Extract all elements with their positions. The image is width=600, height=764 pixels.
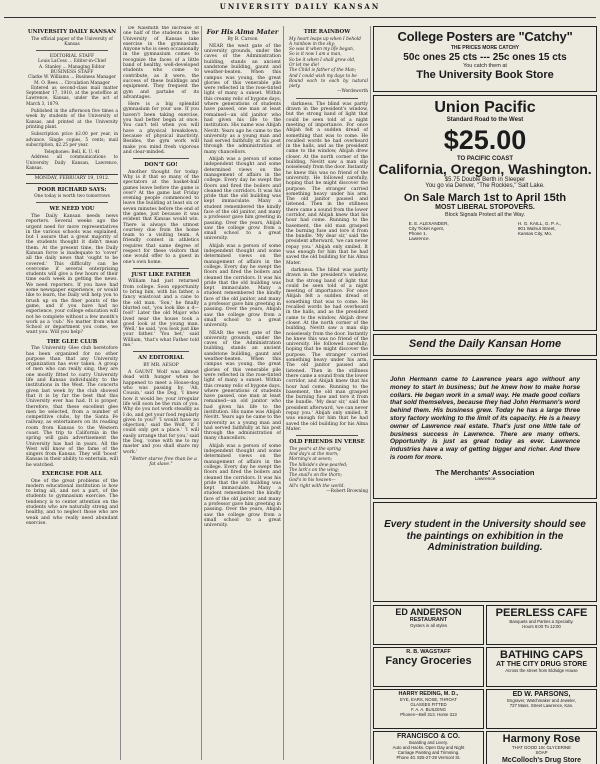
wagstaff-name: R. B. WAGSTAFF (406, 649, 451, 655)
we-need-you-heading: WE NEED YOU (49, 206, 95, 213)
agent-2-name: H. G. KAILL, G. P. A., (517, 221, 562, 226)
agent-1-city: Lawrence. (408, 236, 430, 241)
merchants-association-ad (373, 359, 597, 499)
college-posters-line: You catch them at (463, 63, 507, 69)
parsons-address: 727 Mass. Street Lawrence, Kan. (509, 703, 574, 708)
column-divider (120, 26, 121, 760)
college-posters-tag: THE PRICES MORE CATCHY (450, 45, 520, 51)
alma-mater-heading: For His Alma Mater (206, 28, 279, 36)
peerless-cafe-ad (486, 605, 597, 645)
small-ads-grid (373, 605, 597, 764)
wagstaff-fancy-groceries: Fancy Groceries (385, 655, 472, 667)
parsons-name: ED W. PARSONS, (512, 691, 571, 698)
divider (36, 202, 108, 203)
bathing-caps-ad (486, 647, 597, 687)
ed-anderson-restaurant: RESTAURANT (409, 617, 448, 623)
alma-mater-byline: By B. Carson (227, 36, 258, 42)
bathing-caps-title: BATHING CAPS (500, 649, 583, 661)
paper-subtitle: The official paper of the University of Kansas (31, 36, 113, 47)
editorial-quote: "Better starve free than be a fat slave." (130, 456, 197, 468)
merchants-city: Lawrence (474, 476, 496, 482)
story-continued-2: darkness. The blind was partly drawn in the president's window, but the strong band of light that could be seen told of a night meeting of importance. For once Abijah felt a sudden dread of something that was to come. He recalled words he had overheard in the halls, and as the president came to the window, Abijah drew closer. At the north corner of the building, Nevitt saw a man slip noiselessly from the door. Instantly he knew this was no friend of the university. He followed carefully, hoping that he might discover the purpose. The stranger carried something heavy under his arm. The old janitor paused and listened. Then in the stillness there came a sound from the lower corridor, and Abijah knew that his hour had come. Running to the basement, the old man grasped the burning fuse and tore it from the bundle. 'My dear sir,' said the president afterward, 'we can never repay you.' Abijah only smiled. It was enough for him that he had saved the old building for his Alma Mater. (286, 267, 368, 432)
just-like-father-heading: JUST LIKE FATHER (131, 271, 191, 278)
alma-mater-body-3: Abijah was a person of some independent thought and some determined views on the management of affairs in the college. Every day he swept the floors and fired the boilers and cleaned the corridors. It was his pride that the old building was kept immaculate. Many a student remembered the kindly face of the old janitor, and many a professor gave him greeting in passing. Over the years, Abijah saw the college grow from a small school to a great university. (204, 243, 281, 329)
business-heading: BUSINESS STAFF (50, 69, 94, 75)
small-ads-left (373, 605, 484, 764)
wagstaff-ad (373, 647, 484, 687)
peerless-banquets: Banquets and Parties a Specialty. (509, 619, 574, 624)
divider (36, 50, 108, 51)
college-posters-ad (373, 26, 597, 92)
agent-1-title: City Ticket Agent, (408, 226, 445, 231)
city-drug-location: Across the street from Eldridge House (505, 668, 578, 673)
published-notice: Published in the afternoon five times a week by students of the University of Kansas, and printed at the University printing plant. (26, 109, 118, 130)
column-divider (283, 26, 284, 760)
up-price: $25.00 (443, 125, 527, 155)
francisco-line-3: Auto and Hacks. Open Day and Night (392, 745, 465, 750)
up-agents (374, 221, 596, 241)
staff-list: Louis LaCoss ... Editor-in-Chief A. Stanley ... Managing Editor (38, 59, 106, 70)
harmony-rose-soap: SOAP (535, 750, 548, 755)
harmony-rose-ad (486, 731, 597, 764)
staff-heading: EDITORIAL STAFF (49, 54, 95, 60)
agent-2-city: Kansas City, Mo. (517, 231, 553, 236)
glee-club-heading: THE GLEE CLUB (46, 338, 98, 345)
agent-2 (518, 221, 562, 241)
agent-2-address: 901 Walnut Street, (517, 226, 556, 231)
exercise-body: One of the great problems of the modern educational institution is how to bring all, and not a part, of the students to gymnasium exercise. The tendency is to center attention on the students who are naturally strong and healthy, and to neglect those who are weak and who really need abundant exercise. (26, 478, 118, 526)
column-2 (123, 26, 199, 760)
merchants-text: John Hermann came to Lawrence years ago without any money to start in business; but he knew how to make horse collars. He began work in a small way. He made good collars that sold themselves, because they had John Hermann's word behind them. His business grew. Today he has a large three story factory working to the limit of its capacity. He is a heavy owner of Lawrence real estate. That's just one little tale of business success in Lawrence. There are many others. Opportunity is just as great today as ever. Lawrence industries have a way of getting bigger and richer. And there is room for more. (390, 376, 580, 461)
agent-1-phone: Phone 1. (408, 231, 427, 236)
we-need-you-body: The Daily Kansan needs news reporters. Several weeks ago the urgent need for more representatives in the various schools was explained, but I assure that a great majority of the students thought it didn't mean them. At the present time, the Daily Kansan force is inadequate to 'cover' all the daily news that 'ought to be covered.' This difficulty can be overcome if several enterprising students will give a few hours of their time each week in getting the news. We need reporters. If you have had some newspaper experience, or would like to learn, the Daily will help you to brush up on the finer points of the game, and if you have had no experience, your college education will not be complete without a few month's work as a 'cub.' No matter from what School or department you come, we want you. Will you help? (26, 213, 118, 336)
column-3 (204, 26, 281, 760)
francisco-name: FRANCISCO & CO. (397, 733, 460, 740)
ed-anderson-ad (373, 605, 484, 645)
business-list: Clarke W. Williams ... Business Manager M. O. Rees ... Circulation Manager (28, 75, 116, 86)
column-divider (201, 26, 202, 760)
reding-glasses: GLASSES FITTED (410, 702, 447, 707)
alma-mater-body: NEAR the west gate of the university grounds, under the caves of the Administration building, stands an ancient sandstone building, gaunt and weather-beaten. When this campus was young, the great glories of this venerable pile were reflected in the rose-tinted light of many a sunset. Within this creamy relic of bygone days, where generations of students have passed, one man at least remained—an old janitor who had given his life to the institution. His name was Abijah Nevitt. Years ago he came to the university as a young man and had served faithfully at his post through the administration of many chancellors. (204, 43, 281, 155)
alma-mater-body-2: Abijah was a person of some independent thought and some determined views on the management of affairs in the college. Every day he swept the floors and fired the boilers and cleaned the corridors. It was his pride that the old building was kept immaculate. Many a student remembered the kindly face of the old janitor, and many a professor gave him greeting in passing. Over the years, Abijah saw the college grow from a small school to a great university. (204, 157, 281, 242)
rainbow-heading: THE RAINBOW (303, 29, 351, 35)
up-via: You go via Denver, "The Rockies," Salt Lake. (425, 183, 545, 189)
up-block: Block Signals Protect all the Way. (445, 212, 525, 218)
divider (296, 98, 358, 99)
up-stopovers: MOST LIBERAL STOPOVERS. (435, 204, 535, 211)
up-tag: Standard Road to the West (446, 117, 524, 123)
reding-name: HARRY REDING, M. D., (398, 691, 459, 697)
dont-go-heading: DON'T GO! (144, 162, 178, 169)
mcculloch-drug-store: McColloch's Drug Store (501, 757, 582, 764)
advertisements-column (373, 26, 597, 762)
ed-anderson-name: ED ANDERSON (395, 607, 462, 617)
column-1 (26, 26, 118, 760)
agent-1 (409, 221, 449, 241)
peerless-hours: Hours 6:00 To 12:00 (522, 624, 561, 629)
up-title: Union Pacific (434, 99, 536, 116)
subscription-notice: Subscription price $2.00 per year, in advance. Single copies, 5 cents; mail subscription, $2.25 per year. (26, 132, 118, 148)
divider (133, 158, 189, 159)
paper-title: UNIVERSITY DAILY KANSAN (27, 29, 117, 35)
gym-body-2: Here is a big splendid gymnasium for your use. If you haven't been taking exercise, you had better begin at once. You can't tell when you will have a physical breakdown, because of physical inactivity. Besides, the gym work will make you mind fresh vigorous and clear-minded. (123, 102, 199, 155)
college-posters-prices: 50c ones 25 cts --- 25c ones 15 cts (403, 52, 567, 63)
old-friends-heading: OLD FRIENDS IN VERSE (289, 439, 365, 446)
college-posters-store: The University Book Store (416, 69, 554, 81)
small-ads-right (486, 605, 597, 764)
editorial-body: A GAUNT Wolf was almost dead with hunger when he happened to meet a House-dog who was passing by. 'Ah, Cousin,' said the Dog, 'I knew how it would be; your irregular life will soon be the ruin of you. Why do you not work steadily as I do, and get your food regularly given to you?' 'I would have no objection,' said the Wolf, 'if I could only get a place.' 'I will easily arrange that for you,' said the Dog, 'come with me to my master and you shall share my work.' (123, 370, 199, 455)
glee-club-body: The University Glee club heretofore has been organized for no other purpose than that any University organization has ever taken. A group of men who can really sing, they are one mostly fitted to carry University life and Kansas individuality to the institutions in the West. The concerts given last week by the club showed that it is by far the best that this University ever has had. It is proper, therefore, that these excellent glee men be selected, from a number of competitive clubs, by the Santa Fe railway, as entertainers on its reading room from Kansas to the Western coast. The trip to California in the spring will gain advertisement the University has had in years. All the West will know of the fame of the singers from Kansas. They will 'boost' Kansas in their ability to entertain, will be watched. (26, 346, 118, 468)
francisco-line-2: Boarding and Livery. (408, 740, 449, 745)
poor-richard-text: One today is worth two tomorrows (34, 194, 110, 200)
alma-mater-body-5: Abijah was a person of some independent thought and some determined views on the management of affairs in the college. Every day he swept the floors and fired the boilers and cleaned the corridors. It was his pride that the old building was kept immaculate. Many a student remembered the kindly face of the old janitor, and many a professor gave him greeting in passing. Over the years, Abijah saw the college grow from a small school to a great university. (204, 443, 281, 529)
divider (133, 268, 189, 269)
masthead: UNIVERSITY DAILY KANSAN (219, 2, 381, 11)
peerless-name: PEERLESS CAFE (495, 607, 588, 619)
column-divider (370, 26, 371, 760)
college-posters-title: College Posters are "Catchy" (397, 29, 573, 44)
up-dates: On Sale March 1st to April 15th (403, 192, 567, 204)
address-notice: Address all communications to University Daily Kansan, Lawrence, Kansas. (26, 155, 118, 172)
story-continued: darkness. The blind was partly drawn in the president's window, but the strong band of light that could be seen told of a night meeting of importance. For once Abijah felt a sudden dread of something that was to come. He recalled words he had overheard in the halls, and as the president came to the window, Abijah drew closer. At the north corner of the building, Nevitt saw a man slip noiselessly from the door. Instantly he knew this was no friend of the university. He followed carefully, hoping that he might discover the purpose. The stranger carried something heavy under his arm. The old janitor paused and listened. Then in the stillness there came a sound from the lower corridor, and Abijah knew that his hour had come. Running to the basement, the old man grasped the burning fuse and tore it from the bundle. 'My dear sir,' said the president afterward, 'we can never repay you.' Abijah only smiled. It was enough for him that he had saved the old building for his Alma Mater. (286, 101, 368, 266)
city-drug-store: AT THE CITY DRUG STORE (495, 661, 587, 668)
dont-go-body: Another thought for today. Why is it that so many of the spectators at the basket-ball games leave before the game is over? At the game last Friday evening people commenced to leave the building at least six or seven minutes before the end of the game, just because it was evident that Kansas would win. There is always the utmost courtesy due from the home team to a visiting team. A friendly contest in athletics requires that same degree of respect for these visitors that one would offer to a guest in one's own home. (123, 169, 199, 265)
up-dest-note: $5.75 Double Berth in Sleeper (444, 177, 526, 183)
up-destinations: California, Oregon, Washington. (378, 161, 592, 177)
reding-specialty: EYE, EARS, NOSE, THROAT (400, 697, 457, 702)
editorial-heading: AN EDITORIAL (138, 355, 184, 362)
merchants-name: The Merchants' Association (435, 467, 535, 477)
reding-building: F. A. A. BUILDING (411, 707, 446, 712)
parsons-ad (486, 689, 597, 729)
issue-date: MONDAY, FEBRUARY 19, 1912. (26, 174, 118, 183)
divider (296, 435, 358, 436)
just-like-father-body: William had just returned from college. Soon opportunity to bring him, with his father, a fancy waistcoat and a cane to the old man. 'Son,' he finally blurted out, 'you look like a d— fool!' Later the old Major who lived near the house took a good look at the young man. 'Well,' he said, 'you look just like your father.' 'You bet,' said William, 'that's what Father told me.' (123, 279, 199, 349)
column-4 (286, 26, 368, 760)
reding-ad (373, 689, 484, 729)
ed-anderson-oysters: Oysters in all styles (409, 623, 447, 628)
harmony-rose-title: Harmony Rose (502, 733, 581, 745)
union-pacific-ad (373, 95, 597, 331)
harmony-rose-soap-line: THAT GOOD 10c GLYCERINE (512, 745, 571, 750)
telephones: Telephones: Bell, K. U. 41 (44, 150, 100, 156)
old-friends-author: —Robert Browning (326, 489, 368, 495)
reding-phones: Phones—Bell 313. Home 313 (400, 712, 457, 717)
poor-richard-heading: POOR RICHARD SAYS: (37, 186, 107, 193)
francisco-ad (373, 731, 484, 764)
up-to: TO PACIFIC COAST (456, 156, 514, 162)
alma-mater-body-4: NEAR the west gate of the university grounds, under the caves of the Administration building, stands an ancient sandstone building, gaunt and weather-beaten. When this campus was young, the great glories of this venerable pile were reflected in the rose-tinted light of many a sunset. Within this creamy relic of bygone days, where generations of students have passed, one man at least remained—an old janitor who had given his life to the institution. His name was Abijah Nevitt. Years ago he came to the university as a young man and had served faithfully at his post through the administration of many chancellors. (204, 330, 281, 442)
parsons-trade: Engraver, Watchmaker and Jeweler, (507, 698, 576, 703)
rainbow-author: —Wordsworth (337, 89, 368, 95)
entered-notice: Entered as second-class mail matter September 17, 1910, at the postoffice at Lawrence, Kansas, under the act of March 3, 1879. (26, 85, 118, 107)
editorial-byline: BY MR. AESOP (143, 362, 179, 368)
exhibition-ad: Every student in the University should see the paintings on exhibition in the Administration building. (373, 502, 597, 602)
rainbow-poem: My heart leaps up when I behold A rainbow in the sky; So was it when my life began, So is it now I am a man, So be it when I shall grow old, Or let me die! The Child is father of the Man; And I could wish my days to be Bound each to each by natural piety. (289, 36, 368, 90)
send-kansan-home-ad: Send the Daily Kansan Home (373, 334, 597, 356)
old-friends-poem: The year's at the spring And day's at the morn; Morning's at seven; The hillside's dew-pearled; The lark's on the wing; The snail's on the thorn; God's in his heaven— All's right with the world. (289, 446, 348, 489)
exercise-heading: EXERCISE FOR ALL (41, 471, 103, 478)
divider (133, 351, 189, 352)
francisco-line-4: Carriage Painting and Trimming. (397, 750, 460, 755)
gym-body-1: De Naismith the increase of one half of the students in the University of Kansas take exercise in the gymnasium. Anyone who is seen occasionally in the gymnasium comes to recognize the faces of a little band of healthy, well-developed students who come to contribute, as it were, the success of these buildings and equipment. They frequent the gym and partake of its advantages. (123, 26, 199, 100)
francisco-line-5: Phone 40. 825-27-29 Vermont St. (396, 755, 461, 760)
agent-1-name: E. E. ALEXANDER, (408, 221, 449, 226)
masthead-rule (4, 17, 596, 18)
